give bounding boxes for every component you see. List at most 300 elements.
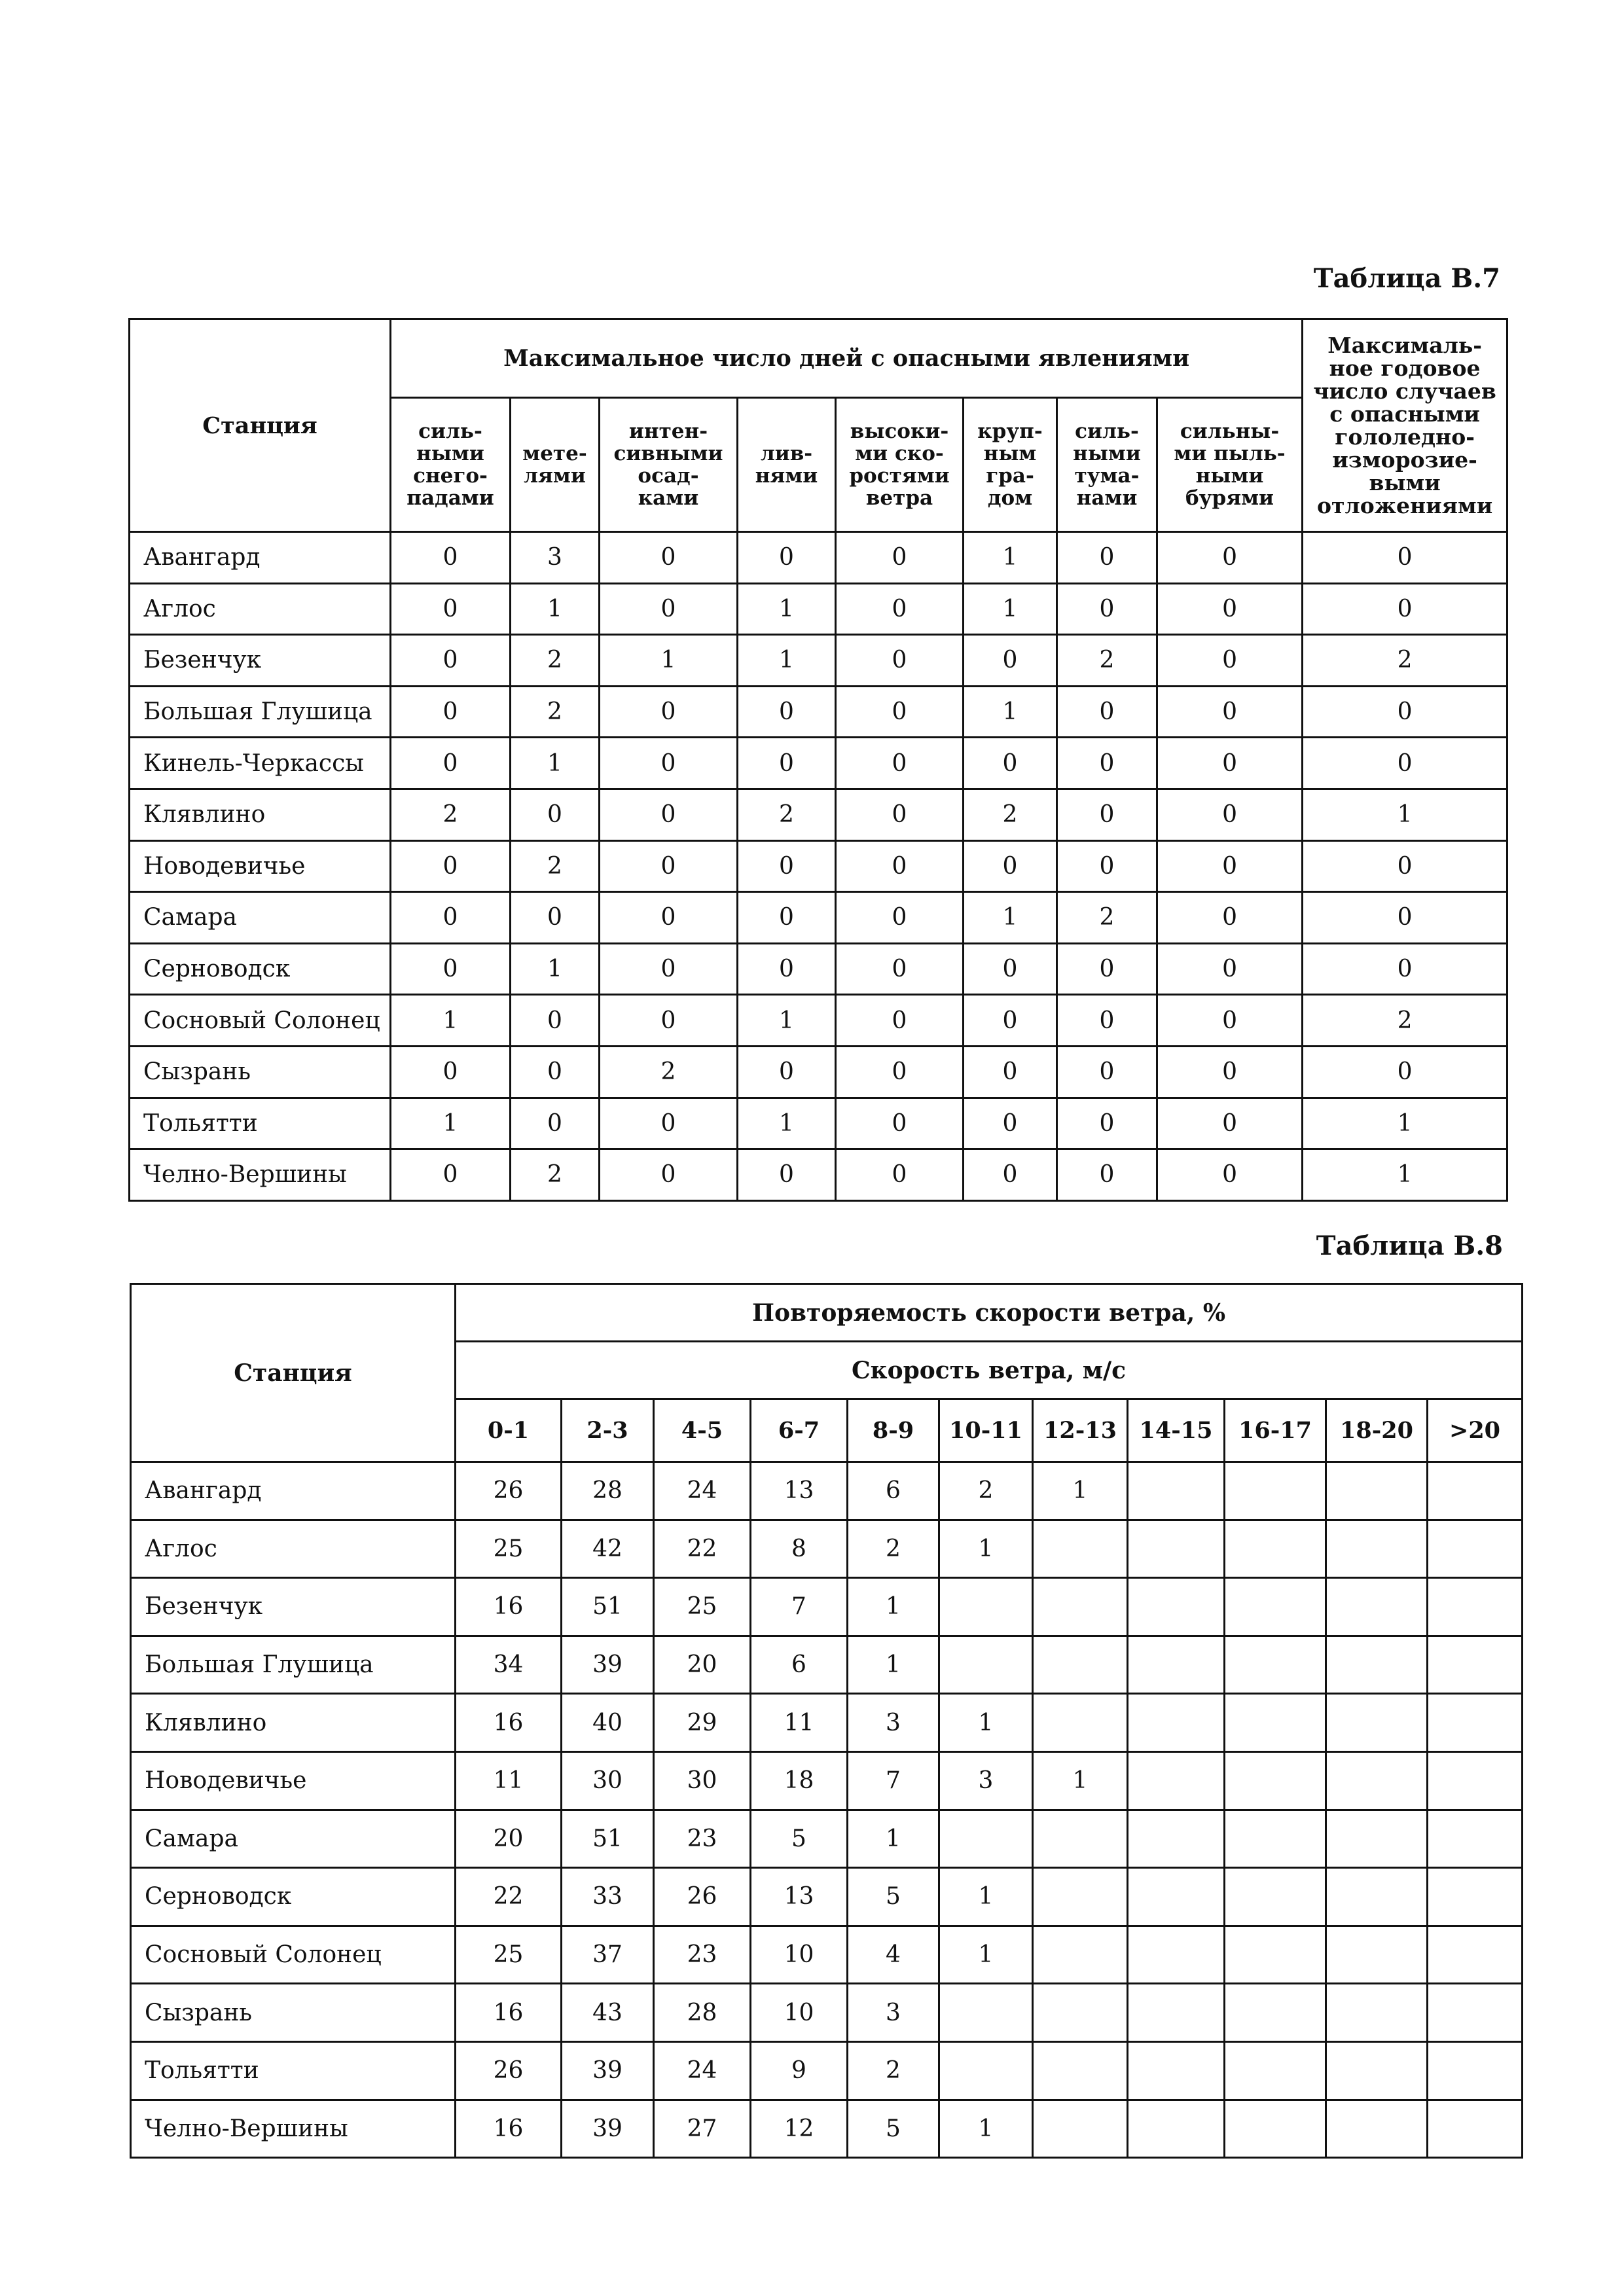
value-cell: 2 [511,686,600,738]
table-row [130,840,1507,892]
value-cell: 2 [1057,892,1157,944]
table-row [131,1810,1523,1868]
value-cell: 2 [1303,635,1507,687]
table7-group-header: Максимальное число дней с опасными явлениями [391,319,1303,398]
value-cell: 2 [939,1462,1033,1520]
table7-caption: Таблица В.7 [1313,263,1500,294]
value-cell: 4 [848,1926,939,1984]
value-cell: 22 [456,1868,562,1926]
value-cell [1428,1520,1523,1578]
value-cell: 0 [391,943,511,995]
value-cell: 2 [738,789,836,840]
value-cell [1128,1810,1225,1868]
value-cell: 0 [738,686,836,738]
value-cell: 1 [1303,1149,1507,1201]
value-cell: 0 [836,892,964,944]
value-cell: 0 [1303,892,1507,944]
value-cell: 1 [391,1098,511,1149]
value-cell [1128,1578,1225,1636]
station-name: Тольятти [130,1098,391,1149]
value-cell: 0 [964,995,1057,1047]
value-cell: 0 [836,738,964,789]
table7-subheader-fog: силь- ными тума- нами [1057,398,1157,532]
value-cell: 3 [511,532,600,584]
value-cell: 16 [456,1984,562,2042]
value-cell: 10 [751,1926,848,1984]
value-cell: 2 [511,1149,600,1201]
value-cell [1128,1462,1225,1520]
value-cell [1326,1751,1428,1810]
station-name: Авангард [130,532,391,584]
station-name: Аглос [130,583,391,635]
value-cell [1225,1462,1326,1520]
speed-range-header: 12-13 [1033,1399,1128,1462]
value-cell: 0 [964,635,1057,687]
value-cell: 0 [738,738,836,789]
value-cell: 0 [1057,995,1157,1047]
station-name: Новодевичье [131,1751,456,1810]
value-cell: 0 [964,943,1057,995]
value-cell [1428,1810,1523,1868]
value-cell: 0 [964,1149,1057,1201]
station-name: Большая Глушица [130,686,391,738]
value-cell: 0 [1157,1098,1303,1149]
station-name: Самара [131,1810,456,1868]
value-cell: 1 [848,1810,939,1868]
value-cell: 0 [1157,789,1303,840]
value-cell: 0 [511,789,600,840]
value-cell: 0 [836,789,964,840]
value-cell [1428,1462,1523,1520]
value-cell: 0 [836,1149,964,1201]
table-row [130,738,1507,789]
value-cell: 0 [1057,532,1157,584]
value-cell: 0 [391,583,511,635]
value-cell [1128,1636,1225,1694]
table-row [130,532,1507,584]
value-cell: 40 [562,1694,654,1752]
value-cell: 0 [391,686,511,738]
value-cell [1225,1694,1326,1752]
value-cell [1326,1984,1428,2042]
speed-range-header: 16-17 [1225,1399,1326,1462]
value-cell [1326,1462,1428,1520]
station-name: Авангард [131,1462,456,1520]
value-cell [1428,1751,1523,1810]
value-cell: 1 [964,892,1057,944]
value-cell: 0 [1157,686,1303,738]
value-cell: 1 [848,1636,939,1694]
station-name: Сызрань [130,1046,391,1098]
value-cell: 0 [1157,1149,1303,1201]
value-cell: 1 [939,1868,1033,1926]
value-cell [1225,1868,1326,1926]
value-cell: 30 [562,1751,654,1810]
value-cell: 24 [654,1462,751,1520]
value-cell: 1 [964,686,1057,738]
table-row [130,995,1507,1047]
station-name: Серноводск [130,943,391,995]
value-cell [939,1984,1033,2042]
value-cell [1225,1520,1326,1578]
table8-speed-header: Скорость ветра, м/с [456,1342,1523,1399]
value-cell: 1 [391,995,511,1047]
value-cell: 0 [600,789,738,840]
table7-subheader-hail: круп- ным гра- дом [964,398,1057,532]
table7-subheader-showers: лив- нями [738,398,836,532]
value-cell: 23 [654,1810,751,1868]
value-cell: 0 [1303,738,1507,789]
value-cell [1428,1984,1523,2042]
value-cell: 0 [1157,583,1303,635]
value-cell: 22 [654,1520,751,1578]
value-cell: 18 [751,1751,848,1810]
table-row [131,2041,1523,2100]
value-cell: 30 [654,1751,751,1810]
value-cell [1128,2041,1225,2100]
station-name: Тольятти [131,2041,456,2100]
value-cell [1033,1520,1128,1578]
value-cell: 13 [751,1462,848,1520]
value-cell: 20 [456,1810,562,1868]
value-cell: 0 [511,995,600,1047]
value-cell: 6 [848,1462,939,1520]
table7-subheader-precip: интен- сивными осад- ками [600,398,738,532]
station-name: Безенчук [130,635,391,687]
value-cell [1225,1926,1326,1984]
value-cell: 25 [456,1926,562,1984]
value-cell: 43 [562,1984,654,2042]
station-name: Челно-Вершины [131,2100,456,2158]
table-row [130,1098,1507,1149]
value-cell: 0 [738,1046,836,1098]
value-cell: 39 [562,1636,654,1694]
value-cell: 26 [456,1462,562,1520]
value-cell: 0 [964,1098,1057,1149]
station-name: Самара [130,892,391,944]
station-name: Кинель-Черкассы [130,738,391,789]
value-cell: 0 [738,943,836,995]
value-cell: 0 [836,1098,964,1149]
station-name: Аглос [131,1520,456,1578]
value-cell: 0 [391,1149,511,1201]
value-cell: 37 [562,1926,654,1984]
value-cell: 1 [738,995,836,1047]
table-row [131,1751,1523,1810]
station-name: Клявлино [130,789,391,840]
station-name: Безенчук [131,1578,456,1636]
table-row [130,583,1507,635]
table-row [131,1694,1523,1752]
value-cell: 28 [562,1462,654,1520]
value-cell: 0 [836,686,964,738]
value-cell: 2 [600,1046,738,1098]
value-cell: 0 [836,532,964,584]
value-cell: 11 [751,1694,848,1752]
value-cell: 0 [511,892,600,944]
value-cell: 0 [738,840,836,892]
table8-caption: Таблица В.8 [1316,1230,1503,1261]
table-row [131,1984,1523,2042]
table-row [130,686,1507,738]
value-cell: 0 [738,892,836,944]
table7-subheader-dust: сильны- ми пыль- ными бурями [1157,398,1303,532]
value-cell: 0 [1157,738,1303,789]
table-row [130,635,1507,687]
value-cell: 10 [751,1984,848,2042]
value-cell: 2 [964,789,1057,840]
value-cell: 7 [848,1751,939,1810]
table-row [130,1149,1507,1201]
value-cell: 13 [751,1868,848,1926]
value-cell: 2 [1303,995,1507,1047]
value-cell [939,2041,1033,2100]
value-cell [1326,1578,1428,1636]
value-cell: 39 [562,2041,654,2100]
value-cell [1225,1810,1326,1868]
value-cell: 1 [738,635,836,687]
value-cell: 5 [751,1810,848,1868]
speed-range-header: 8-9 [848,1399,939,1462]
value-cell [1326,2041,1428,2100]
value-cell: 0 [1157,840,1303,892]
table-row [131,1578,1523,1636]
value-cell: 0 [1303,686,1507,738]
value-cell: 0 [1057,1046,1157,1098]
value-cell [1428,1578,1523,1636]
value-cell: 0 [836,583,964,635]
value-cell: 7 [751,1578,848,1636]
value-cell: 0 [738,1149,836,1201]
table7-station-header: Станция [130,319,391,532]
value-cell: 0 [391,532,511,584]
value-cell [1428,2041,1523,2100]
table7-subheader-wind: высоки- ми ско- ростями ветра [836,398,964,532]
value-cell: 28 [654,1984,751,2042]
value-cell: 0 [391,892,511,944]
value-cell [1128,1751,1225,1810]
station-name: Сосновый Солонец [131,1926,456,1984]
value-cell [1033,1868,1128,1926]
value-cell: 0 [600,1098,738,1149]
value-cell: 24 [654,2041,751,2100]
value-cell: 0 [964,840,1057,892]
value-cell [1225,2100,1326,2158]
value-cell: 12 [751,2100,848,2158]
speed-range-header: 10-11 [939,1399,1033,1462]
speed-range-header: 0-1 [456,1399,562,1462]
value-cell: 0 [600,583,738,635]
table-row [130,892,1507,944]
table-row [130,943,1507,995]
value-cell: 0 [391,738,511,789]
value-cell [1428,1636,1523,1694]
value-cell [1033,2041,1128,2100]
value-cell: 0 [1057,738,1157,789]
value-cell: 2 [1057,635,1157,687]
station-name: Новодевичье [130,840,391,892]
value-cell: 2 [511,635,600,687]
value-cell: 51 [562,1810,654,1868]
table-row [131,1462,1523,1520]
value-cell: 27 [654,2100,751,2158]
value-cell [1033,1810,1128,1868]
value-cell: 16 [456,1578,562,1636]
value-cell: 0 [1057,789,1157,840]
value-cell: 0 [600,532,738,584]
value-cell [1326,1520,1428,1578]
value-cell: 23 [654,1926,751,1984]
table7-max-header: Максималь- ное годовое число случаев с опасными гололедно- изморозие- выми отложениями [1303,319,1507,532]
station-name: Серноводск [131,1868,456,1926]
value-cell [1326,1694,1428,1752]
value-cell: 0 [1057,1149,1157,1201]
value-cell: 0 [1157,532,1303,584]
value-cell: 0 [600,943,738,995]
value-cell: 1 [511,738,600,789]
value-cell [1225,1578,1326,1636]
value-cell: 39 [562,2100,654,2158]
value-cell [1033,1636,1128,1694]
value-cell [1128,1984,1225,2042]
value-cell: 26 [456,2041,562,2100]
value-cell: 25 [456,1520,562,1578]
value-cell: 2 [848,1520,939,1578]
value-cell: 0 [1057,583,1157,635]
value-cell: 5 [848,1868,939,1926]
value-cell: 0 [1057,943,1157,995]
value-cell [1128,1520,1225,1578]
value-cell: 0 [600,686,738,738]
value-cell: 16 [456,2100,562,2158]
value-cell: 1 [939,1694,1033,1752]
value-cell: 3 [848,1694,939,1752]
value-cell [1128,1926,1225,1984]
value-cell: 0 [964,1046,1057,1098]
value-cell: 1 [964,532,1057,584]
value-cell: 0 [1157,635,1303,687]
value-cell [1326,1810,1428,1868]
value-cell [1128,1868,1225,1926]
value-cell [1033,1984,1128,2042]
value-cell [1428,1694,1523,1752]
value-cell: 0 [836,1046,964,1098]
value-cell: 29 [654,1694,751,1752]
value-cell: 34 [456,1636,562,1694]
value-cell: 1 [738,1098,836,1149]
table-row [130,789,1507,840]
value-cell: 0 [600,995,738,1047]
value-cell [1225,2041,1326,2100]
value-cell [1225,1751,1326,1810]
value-cell [939,1636,1033,1694]
value-cell: 8 [751,1520,848,1578]
value-cell: 1 [939,2100,1033,2158]
value-cell: 0 [1157,995,1303,1047]
value-cell: 1 [511,583,600,635]
value-cell: 1 [600,635,738,687]
value-cell: 1 [1033,1751,1128,1810]
value-cell: 1 [738,583,836,635]
value-cell: 0 [600,738,738,789]
value-cell: 0 [1303,840,1507,892]
value-cell: 0 [1057,1098,1157,1149]
value-cell [1225,1636,1326,1694]
table-row [131,2100,1523,2158]
value-cell: 0 [1303,583,1507,635]
speed-range-header: 6-7 [751,1399,848,1462]
value-cell: 42 [562,1520,654,1578]
value-cell: 1 [939,1926,1033,1984]
table8-station-header: Станция [131,1284,456,1462]
value-cell: 0 [1303,1046,1507,1098]
value-cell: 51 [562,1578,654,1636]
value-cell: 0 [600,1149,738,1201]
value-cell [1033,1926,1128,1984]
value-cell: 1 [848,1578,939,1636]
station-name: Клявлино [131,1694,456,1752]
speed-range-header: 18-20 [1326,1399,1428,1462]
value-cell: 2 [848,2041,939,2100]
value-cell: 0 [1303,943,1507,995]
value-cell [1326,1926,1428,1984]
value-cell: 0 [738,532,836,584]
value-cell: 0 [836,943,964,995]
value-cell: 1 [939,1520,1033,1578]
value-cell: 0 [511,1098,600,1149]
value-cell [1033,1578,1128,1636]
value-cell: 1 [1303,1098,1507,1149]
value-cell: 3 [848,1984,939,2042]
station-name: Сосновый Солонец [130,995,391,1047]
value-cell [1428,1868,1523,1926]
speed-range-header: >20 [1428,1399,1523,1462]
value-cell: 0 [391,1046,511,1098]
speed-range-header: 2-3 [562,1399,654,1462]
station-name: Челно-Вершины [130,1149,391,1201]
value-cell: 16 [456,1694,562,1752]
value-cell: 0 [1157,1046,1303,1098]
value-cell: 1 [511,943,600,995]
value-cell [939,1810,1033,1868]
table7-subheader-blizzard: мете- лями [511,398,600,532]
value-cell: 6 [751,1636,848,1694]
value-cell: 3 [939,1751,1033,1810]
value-cell: 0 [1057,686,1157,738]
value-cell: 2 [391,789,511,840]
value-cell [1128,2100,1225,2158]
value-cell: 20 [654,1636,751,1694]
value-cell [1033,2100,1128,2158]
value-cell: 9 [751,2041,848,2100]
value-cell [1128,1694,1225,1752]
value-cell: 0 [1057,840,1157,892]
value-cell: 33 [562,1868,654,1926]
value-cell [1225,1984,1326,2042]
station-name: Сызрань [131,1984,456,2042]
table-row [131,1636,1523,1694]
table-row [130,1046,1507,1098]
value-cell: 25 [654,1578,751,1636]
table8 [130,1283,1523,2159]
value-cell: 0 [1157,892,1303,944]
table-row [131,1520,1523,1578]
value-cell [939,1578,1033,1636]
value-cell [1428,1926,1523,1984]
table7 [128,318,1508,1202]
value-cell: 11 [456,1751,562,1810]
value-cell: 5 [848,2100,939,2158]
